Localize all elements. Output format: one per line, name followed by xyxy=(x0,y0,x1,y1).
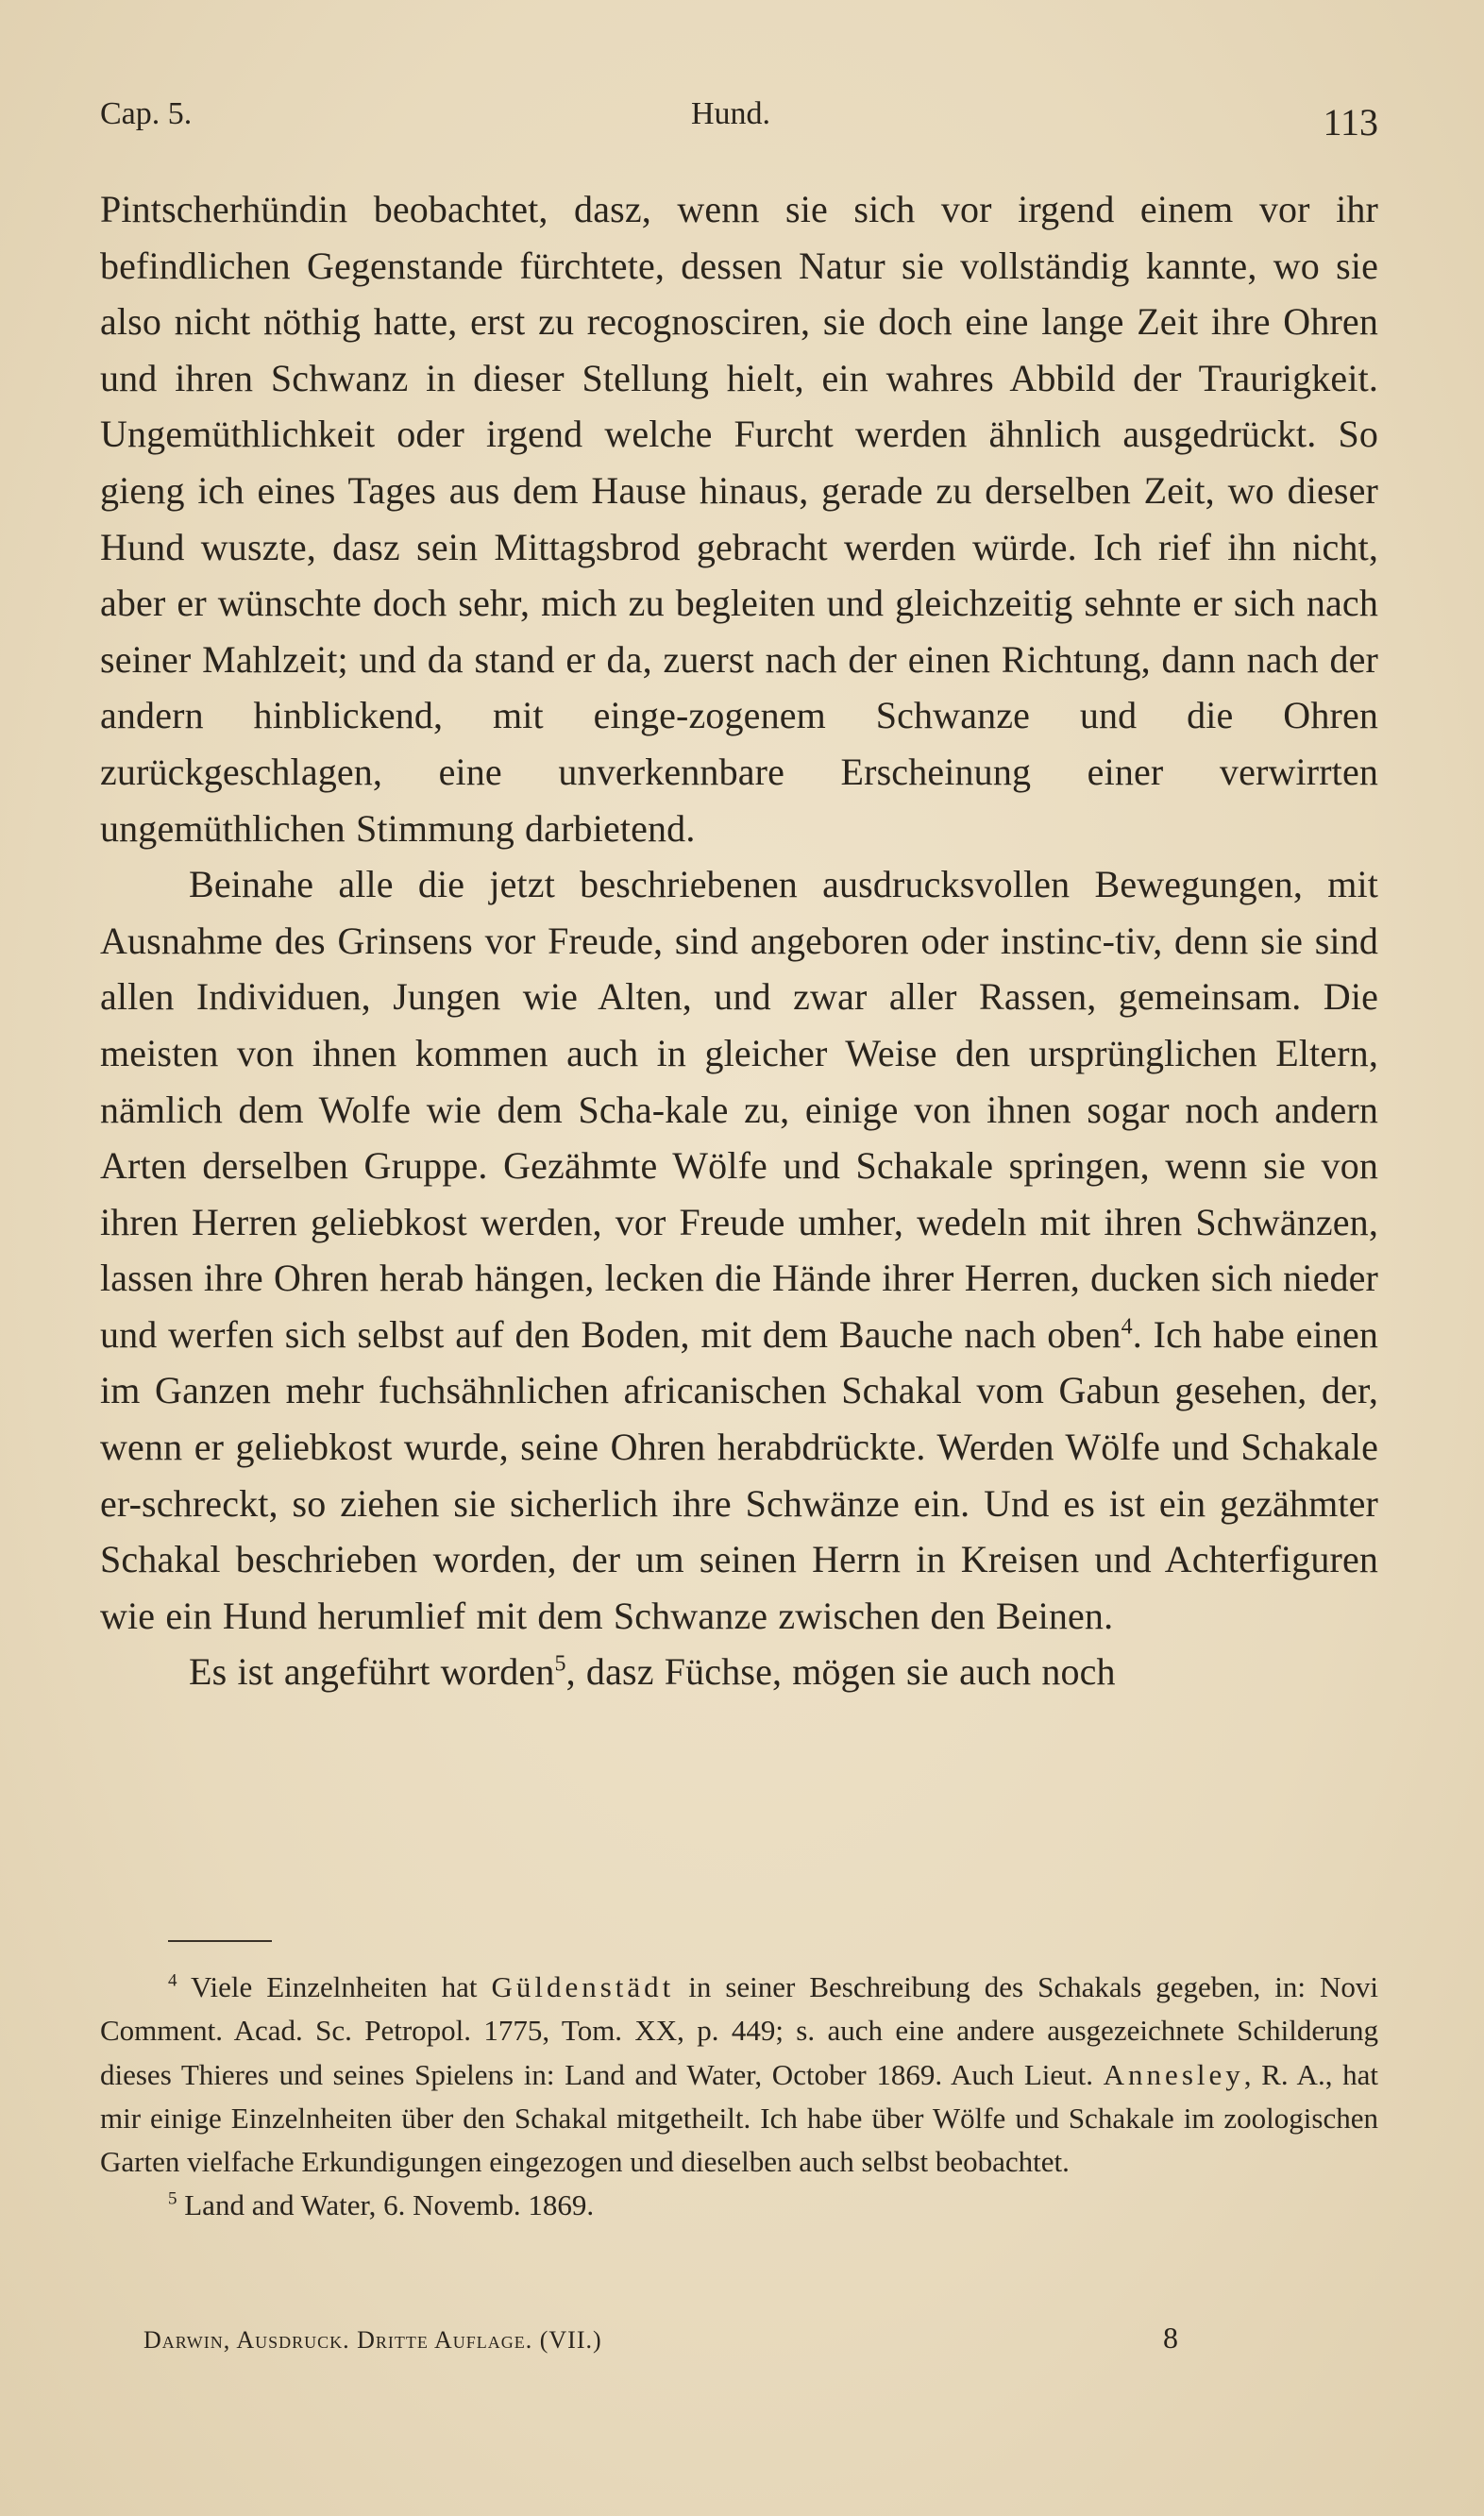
footnote-4-author: Güldenstädt xyxy=(491,1970,675,2003)
main-text xyxy=(100,181,1378,1700)
paragraph-2-text-b: . Ich habe einen im Ganzen mehr fuchsähnlichen africanischen Schakal vom Gabun gesehen, der, wenn er geliebkost wurde, seine Ohren herabdrückte. Werden Wölfe und Schakale er-schreckt, so ziehen sie sicherlich ihre Schwänze ein. Und es ist ein gezähmter Schakal beschrieben worden, der um seinen Herrn in Kreisen und Achterfiguren wie ein Hund herumlief mit dem Schwanze zwischen den Beinen. xyxy=(100,1312,1378,1637)
paragraph-2 xyxy=(100,856,1378,1644)
chapter-label: Cap. 5. xyxy=(100,96,193,131)
footnote-ref-4: 4 xyxy=(1121,1314,1133,1340)
footnote-4-mark: 4 xyxy=(168,1970,177,1991)
paragraph-3-text-b: , dasz Füchse, mögen sie auch noch xyxy=(565,1650,1116,1694)
paragraph-2-text-a: Beinahe alle die jetzt beschriebenen ausdrucksvollen Bewegungen, mit Ausnahme des Grinsens vor Freude, sind angeboren oder instinc-tiv, denn sie sind allen Individuen, Jungen wie Alten, und zwar aller Rassen, gemeinsam. Die meisten von ihnen kommen auch in gleicher Weise den ursprünglichen Eltern, nämlich dem Wolfe wie dem Scha-kale zu, einige von ihnen sogar noch andern Arten derselben Gruppe. Gezähmte Wölfe und Schakale springen, wenn sie von ihren Herren geliebkost werden, vor Freude umher, wedeln mit ihren Schwänzen, lassen ihre Ohren herab hängen, lecken die Hände ihrer Herren, ducken sich nieder und werfen sich selbst auf den Boden, mit dem Bauche nach oben xyxy=(100,863,1378,1356)
paragraph-1: Pintscherhündin beobachtet, dasz, wenn sie sich vor irgend einem vor ihr befindlichen Gegenstande fürchtete, dessen Natur sie vollständig kannte, wo sie also nicht nöthig hatte, erst zu recognosciren, sie doch eine lange Zeit ihre Ohren und ihren Schwanz in dieser Stellung hielt, ein wahres Abbild der Traurigkeit. Ungemüthlichkeit oder irgend welche Furcht werden ähnlich ausgedrückt. So gieng ich eines Tages aus dem Hause hinaus, gerade zu derselben Zeit, wo dieser Hund wuszte, dasz sein Mittagsbrod gebracht werden würde. Ich rief ihn nicht, aber er wünschte doch sehr, mich zu begleiten und gleichzeitig sehnte er sich nach seiner Mahlzeit; und da stand er da, zuerst nach der einen Richtung, dann nach der andern hinblickend, mit einge-zogenem Schwanze und die Ohren zurückgeschlagen, eine unverkennbare Erscheinung einer verwirrten ungemüthlichen Stimmung darbietend. xyxy=(100,188,1378,850)
sheet-number: 8 xyxy=(1163,2321,1179,2355)
footnote-5 xyxy=(100,2184,1378,2227)
footnote-4-text-a: Viele Einzelnheiten hat xyxy=(190,1970,492,2003)
paragraph-3-text-a: Es ist angeführt worden xyxy=(189,1650,555,1694)
paragraph-3 xyxy=(100,1644,1378,1700)
footnote-4-author-2: Annesley xyxy=(1103,2057,1244,2091)
running-title: Hund. xyxy=(691,96,771,131)
footnote-4 xyxy=(100,1966,1378,2184)
footnote-divider xyxy=(168,1940,272,1942)
sheet-signature xyxy=(143,2321,1191,2358)
running-header xyxy=(100,91,1378,147)
footnote-4-text-c: , R. A., hat mir einige Einzelnheiten über den Schakal mitgetheilt. Ich habe über Wölfe und Schakale im zoologischen Garten vielfache Erkundigungen eingezogen und dieselben auch selbst beobachtet. xyxy=(100,2057,1378,2179)
footnotes xyxy=(100,1966,1378,2228)
footnote-ref-5: 5 xyxy=(554,1652,566,1678)
page-number: 113 xyxy=(1323,101,1378,144)
signature-text: Darwin, Ausdruck. Dritte Auflage. (VII.) xyxy=(143,2326,602,2354)
footnote-5-mark: 5 xyxy=(168,2189,177,2210)
footnote-5-text: Land and Water, 6. Novemb. 1869. xyxy=(184,2188,595,2222)
footnote-4-text-b: in seiner Beschreibung des Schakals gegeben, in: Novi Comment. Acad. Sc. Petropol. 1775, Tom. XX, p. 449; s. auch eine andere ausgezeichnete Schilderung dieses Thieres und seines Spielens in: Land and Water, October 1869. Auch Lieut. xyxy=(100,1970,1378,2091)
